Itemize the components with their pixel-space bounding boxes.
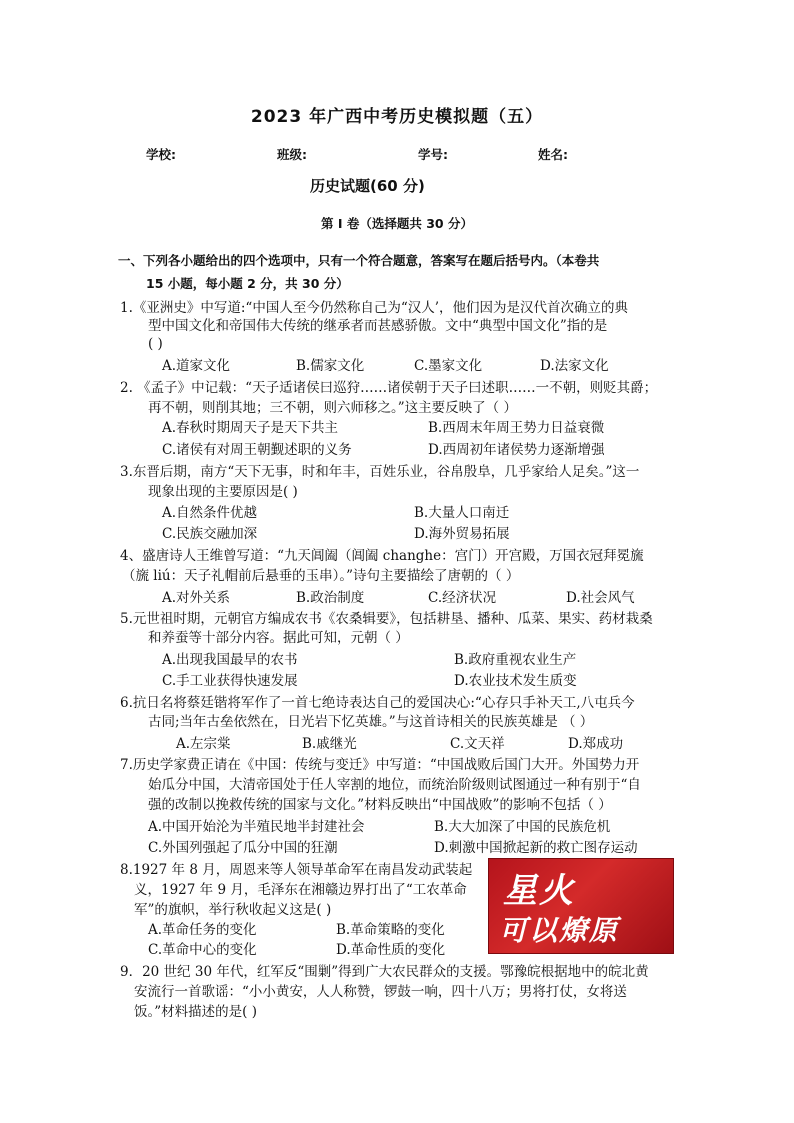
q3-option-a: A.自然条件优越 [162,505,258,521]
question-3: 3.东晋后期，南方“天下无事，时和年丰，百姓乐业，谷帛殷阜，几乎家给人足矣。”这一 [120,464,640,480]
q1-option-a: A.道家文化 [162,358,231,374]
question-7-line2: 始瓜分中国，大清帝国处于任人宰割的地位，而统治阶级则试图通过一种有别于“自 [148,777,641,793]
q7-option-b: B.大大加深了中国的民族危机 [434,819,611,835]
q2-option-d: D.西周初年诸侯势力逐渐增强 [428,442,605,458]
section-instructions: 一、下列各小题给出的四个选项中，只有一个符合题意，答案写在题后括号内。（本卷共 [118,253,600,268]
question-8-line2: 义，1927 年 9 月，毛泽东在湘赣边界打出了“工农革命 [134,882,467,898]
q2-option-c: C.诸侯有对周王朝觐述职的义务 [162,442,352,458]
part-heading: 第 I 卷（选择题共 30 分） [321,216,473,231]
q6-option-b: B.戚继光 [302,736,357,752]
name-field: 姓名: [538,147,568,162]
q7-option-c: C.外国列强起了瓜分中国的狂潮 [148,840,338,856]
question-1: 1.《亚洲史》中写道:“中国人至今仍然称自己为“汉人’，他们因为是汉代首次确立的典 [120,300,629,316]
class-field: 班级: [277,147,307,162]
calligraphy-line-1: 星火 [503,871,575,911]
question-2: 2. 《孟子》中记载：“天子适诸侯曰巡狩……诸侯朝于天子曰述职……一不朝，则贬其爵； [120,380,658,396]
question-5-line2: 和养蚕等十部分内容。据此可知，元朝（ ） [148,630,409,646]
q5-option-a: A.出现我国最早的农书 [162,652,298,668]
calligraphy-image [488,858,674,954]
subject-heading: 历史试题(60 分) [310,177,425,195]
q5-option-d: D.农业技术发生质变 [454,673,577,689]
q8-option-a: A.革命任务的变化 [148,922,257,938]
question-5: 5.元世祖时期，元朝官方编成农书《农桑辑要》，包括耕垦、播种、瓜菜、果实、药材栽桑 [120,611,653,627]
q7-option-d: D.刺激中国掀起新的救亡图存运动 [434,840,638,856]
q1-option-b: B.儒家文化 [296,358,365,374]
q2-option-b: B.西周末年周王势力日益衰微 [428,420,605,436]
exam-title: 2023 年广西中考历史模拟题（五） [250,107,544,127]
question-3-line2: 现象出现的主要原因是( ) [148,484,298,500]
question-9-line2: 安流行一首歌谣：“小小黄安，人人称赞，锣鼓一响，四十八万；男将打仗，女将送 [134,984,627,1000]
question-2-line2: 再不朝，则削其地；三不朝，则六师移之。”这主要反映了（ ） [148,400,517,416]
school-field: 学校: [146,147,176,162]
q4-option-b: B.政治制度 [296,590,365,606]
q5-option-b: B.政府重视农业生产 [454,652,577,668]
q1-option-d: D.法家文化 [540,358,609,374]
calligraphy-line-2: 可以燎原 [499,914,620,947]
question-7: 7.历史学家费正请在《中国：传统与变迁》中写道：“中国战败后国门大开。外国势力开 [120,757,640,773]
q6-option-c: C.文天祥 [450,736,505,752]
question-4-line2: （旒 liú：天子礼帽前后悬垂的玉串）。”诗句主要描绘了唐朝的（ ） [122,568,520,584]
section-instructions-cont: 15 小题，每小题 2 分，共 30 分） [146,276,349,291]
q4-option-c: C.经济状况 [428,590,497,606]
q8-option-b: B.革命策略的变化 [336,922,445,938]
question-7-line3: 强的改制以挽救传统的国家与文化。”材料反映出“中国战败”的影响不包括（ ） [148,797,612,813]
q1-option-c: C.墨家文化 [414,358,483,374]
q2-option-a: A.春秋时期周天子是天下共主 [162,420,339,436]
q7-option-a: A.中国开始沦为半殖民地半封建社会 [148,819,365,835]
q3-option-b: B.大量人口南迁 [414,505,510,521]
q5-option-c: C.手工业获得快速发展 [162,673,298,689]
q8-option-c: C.革命中心的变化 [148,942,257,958]
question-8-line3: 军”的旗帜，举行秋收起义这是( ) [134,902,332,918]
q8-option-d: D.革命性质的变化 [336,942,446,958]
q4-option-a: A.对外关系 [162,590,231,606]
question-1-answer-blank: ( ) [148,336,163,352]
student-no-field: 学号: [418,147,448,162]
q4-option-d: D.社会风气 [566,590,635,606]
q3-option-c: C.民族交融加深 [162,526,258,542]
question-9-line3: 饭。”材料描述的是( ) [134,1004,257,1020]
question-1-line2: 型中国文化和帝国伟大传统的继承者而甚感骄傲。文中“典型中国文化”指的是 [148,318,608,334]
q6-option-d: D.郑成功 [568,736,624,752]
q3-option-d: D.海外贸易拓展 [414,526,510,542]
question-6-line2: 古同;当年古垒依然在，日光岩下忆英雄。”与这首诗相关的民族英雄是 （ ） [148,714,594,730]
question-4: 4、盛唐诗人王维曾写道：“九天阊阖（阊阖 changhe：宫门）开宫殿，万国衣冠拜冕旒 [120,548,644,564]
question-9: 9．20 世纪 30 年代，红军反“围剿”得到广大农民群众的支援。鄂豫皖根据地中的皖北黄 [120,964,649,980]
question-6: 6.抗日名将蔡廷锴将军作了一首七绝诗表达自己的爱国决心:“心存只手补天工,八屯兵今 [120,695,635,711]
q6-option-a: A.左宗棠 [176,736,231,752]
question-8: 8.1927 年 8 月，周恩来等人领导革命军在南昌发动武装起 [120,862,473,878]
